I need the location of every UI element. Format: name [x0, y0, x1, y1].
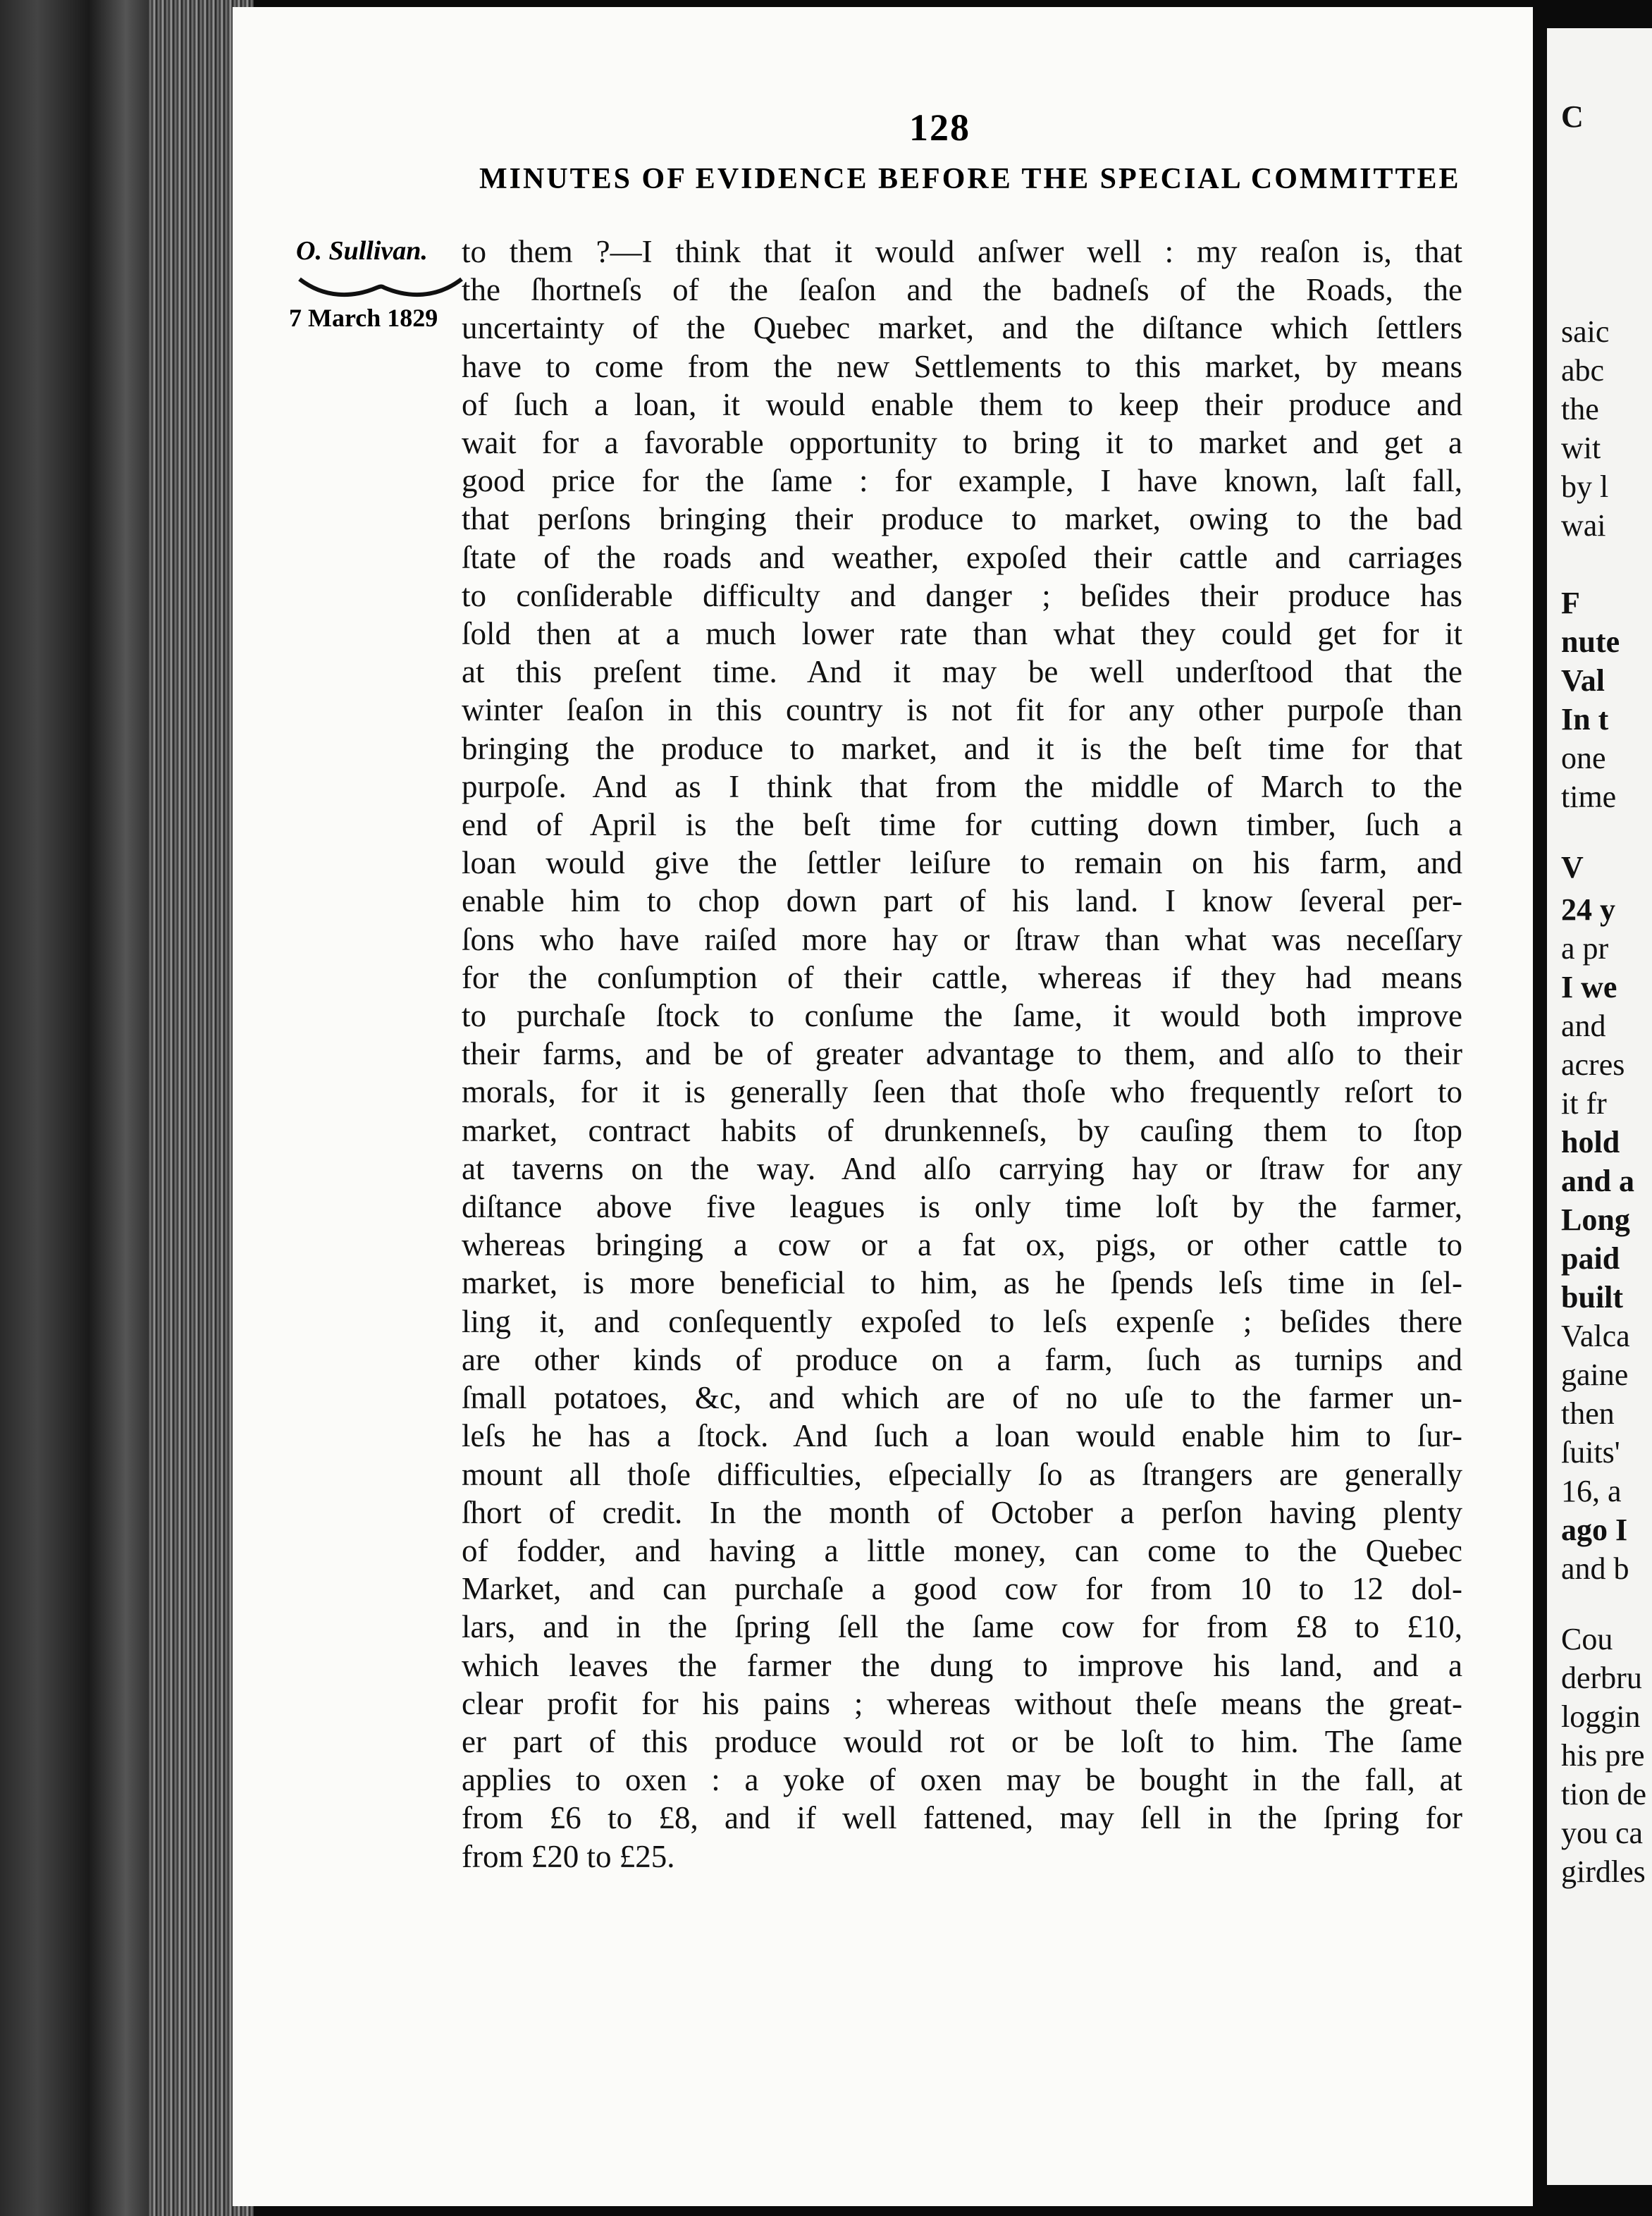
text-line: whereas bringing a cow or a fat ox, pigs, or other cattle to [462, 1227, 1462, 1263]
adjacent-page-word: Long [1561, 1202, 1630, 1237]
adjacent-page-word: Cou [1561, 1622, 1613, 1656]
adjacent-page-word: ſuits' [1561, 1435, 1620, 1470]
text-line: loan would give the ſettler leiſure to remain on his farm, and [462, 845, 1462, 881]
text-line: ling it, and conſequently expoſed to leſs expenſe ; beſides there [462, 1303, 1462, 1339]
text-line: which leaves the farmer the dung to improve his land, and a [462, 1647, 1462, 1683]
adjacent-page-word: wit [1561, 431, 1601, 465]
testimony-text [462, 233, 1462, 1876]
adjacent-page-word: and a [1561, 1164, 1634, 1198]
text-line: enable him to chop down part of his land. I know ſeveral per- [462, 883, 1462, 919]
adjacent-page-word: one [1561, 741, 1606, 775]
text-line: from £6 to £8, and if well fattened, may ſell in the ſpring for [462, 1800, 1462, 1836]
text-line: good price for the ſame : for example, I have known, laſt fall, [462, 463, 1462, 499]
text-line: at this preſent time. And it may be well underſtood that the [462, 654, 1462, 690]
text-line: have to come from the new Settlements to this market, by means [462, 348, 1462, 384]
text-line: market, contract habits of drunkenneſs, by cauſing them to ſtop [462, 1112, 1462, 1148]
text-line: their farms, and be of greater advantage to them, and alſo to their [462, 1036, 1462, 1072]
adjacent-page-word: Valca [1561, 1319, 1630, 1353]
text-line: Market, and can purchaſe a good cow for from 10 to 12 dol- [462, 1571, 1462, 1607]
adjacent-page-word: ago I [1561, 1513, 1628, 1547]
adjacent-page-word: the [1561, 392, 1599, 426]
text-line: applies to oxen : a yoke of oxen may be bought in the fall, at [462, 1762, 1462, 1798]
text-line: ſtate of the roads and weather, expoſed their cattle and carriages [462, 539, 1462, 575]
text-line: are other kinds of produce on a farm, ſuch as turnips and [462, 1341, 1462, 1377]
adjacent-page-word: a pr [1561, 931, 1609, 966]
adjacent-page-word: acres [1561, 1047, 1625, 1082]
adjacent-page-word: In t [1561, 702, 1609, 737]
text-line: to conſiderable difficulty and danger ; beſides their produce has [462, 577, 1462, 613]
adjacent-page-word: V [1561, 850, 1584, 885]
text-line: leſs he has a ſtock. And ſuch a loan would enable him to ſur- [462, 1418, 1462, 1454]
adjacent-page-word: paid [1561, 1241, 1620, 1276]
book-binding-shadow [0, 0, 148, 2216]
text-line: uncertainty of the Quebec market, and the diſtance which ſettlers [462, 310, 1462, 346]
adjacent-page-word: loggin [1561, 1699, 1641, 1734]
brace-ornament-icon [296, 273, 465, 302]
adjacent-page-word: F [1561, 586, 1580, 620]
witness-date: 7 March 1829 [289, 304, 438, 332]
adjacent-page-word: nute [1561, 624, 1620, 659]
running-head: MINUTES OF EVIDENCE BEFORE THE SPECIAL COMMITTEE [479, 163, 1461, 195]
text-line: that perſons bringing their produce to market, owing to the bad [462, 501, 1462, 537]
text-line: of fodder, and having a little money, can come to the Quebec [462, 1532, 1462, 1568]
text-line: end of April is the beſt time for cutting down timber, ſuch a [462, 807, 1462, 843]
adjacent-page-word: saic [1561, 314, 1610, 349]
text-line: morals, for it is generally ſeen that thoſe who frequently reſort to [462, 1074, 1462, 1110]
text-line: er part of this produce would rot or be loſt to him. The ſame [462, 1723, 1462, 1759]
adjacent-page-word: then [1561, 1396, 1615, 1431]
adjacent-page-word: girdles [1561, 1854, 1646, 1889]
adjacent-page-word: and b [1561, 1551, 1629, 1586]
text-line: ſhort of credit. In the month of October a perſon having plenty [462, 1494, 1462, 1530]
adjacent-page-word: his pre [1561, 1738, 1645, 1773]
text-line: purpoſe. And as I think that from the middle of March to the [462, 768, 1462, 804]
adjacent-page-word: tion de [1561, 1777, 1646, 1811]
adjacent-page-word: wai [1561, 508, 1606, 543]
adjacent-page-word: you ca [1561, 1816, 1644, 1850]
text-line: of ſuch a loan, it would enable them to keep their produce and [462, 386, 1462, 422]
adjacent-page-word: by l [1561, 469, 1609, 504]
adjacent-page-word: built [1561, 1280, 1624, 1315]
text-line: at taverns on the way. And alſo carrying hay or ſtraw for any [462, 1150, 1462, 1186]
adjacent-page-word: and [1561, 1009, 1606, 1043]
adjacent-page-word: I we [1561, 970, 1617, 1004]
adjacent-page-word: 16, a [1561, 1474, 1622, 1508]
page-number: 128 [909, 106, 970, 149]
text-line: ſmall potatoes, &c, and which are of no uſe to the farmer un- [462, 1380, 1462, 1416]
text-line: to them ?—I think that it would anſwer well : my reaſon is, that [462, 234, 1462, 269]
witness-name: O. Sullivan. [296, 236, 428, 266]
text-line: from £20 to £25. [462, 1838, 675, 1874]
text-line: bringing the produce to market, and it is the beſt time for that [462, 730, 1462, 766]
text-line: winter ſeaſon in this country is not fit for any other purpoſe than [462, 692, 1462, 728]
text-line: lars, and in the ſpring ſell the ſame cow for from £8 to £10, [462, 1609, 1462, 1645]
text-line: the ſhortneſs of the ſeaſon and the badneſs of the Roads, the [462, 272, 1462, 308]
text-line: clear profit for his pains ; whereas without theſe means the great- [462, 1685, 1462, 1721]
adjacent-page-word: derbru [1561, 1661, 1642, 1695]
adjacent-page-word: Val [1561, 663, 1605, 698]
adjacent-page-word: abc [1561, 353, 1605, 388]
text-line: mount all thoſe difficulties, eſpecially ſo as ſtrangers are generally [462, 1456, 1462, 1492]
text-line: wait for a favorable opportunity to bring it to market and get a [462, 425, 1462, 461]
adjacent-page-word: it fr [1561, 1086, 1607, 1121]
text-line: market, is more beneficial to him, as he ſpends leſs time in ſel- [462, 1265, 1462, 1301]
adjacent-page-word: gaine [1561, 1358, 1629, 1392]
text-line: to purchaſe ſtock to conſume the ſame, it would both improve [462, 998, 1462, 1034]
text-line: diſtance above five leagues is only time loſt by the farmer, [462, 1189, 1462, 1225]
adjacent-page-fragment [1547, 28, 1652, 2185]
adjacent-page-word: hold [1561, 1125, 1620, 1159]
text-line: ſold then at a much lower rate than what they could get for it [462, 616, 1462, 652]
adjacent-page-word: 24 y [1561, 892, 1615, 927]
text-line: for the conſumption of their cattle, whereas if they had means [462, 959, 1462, 995]
adjacent-page-word: time [1561, 780, 1617, 814]
adjacent-page-word: C [1561, 99, 1584, 134]
text-line: ſons who have raiſed more hay or ſtraw than what was neceſſary [462, 921, 1462, 957]
